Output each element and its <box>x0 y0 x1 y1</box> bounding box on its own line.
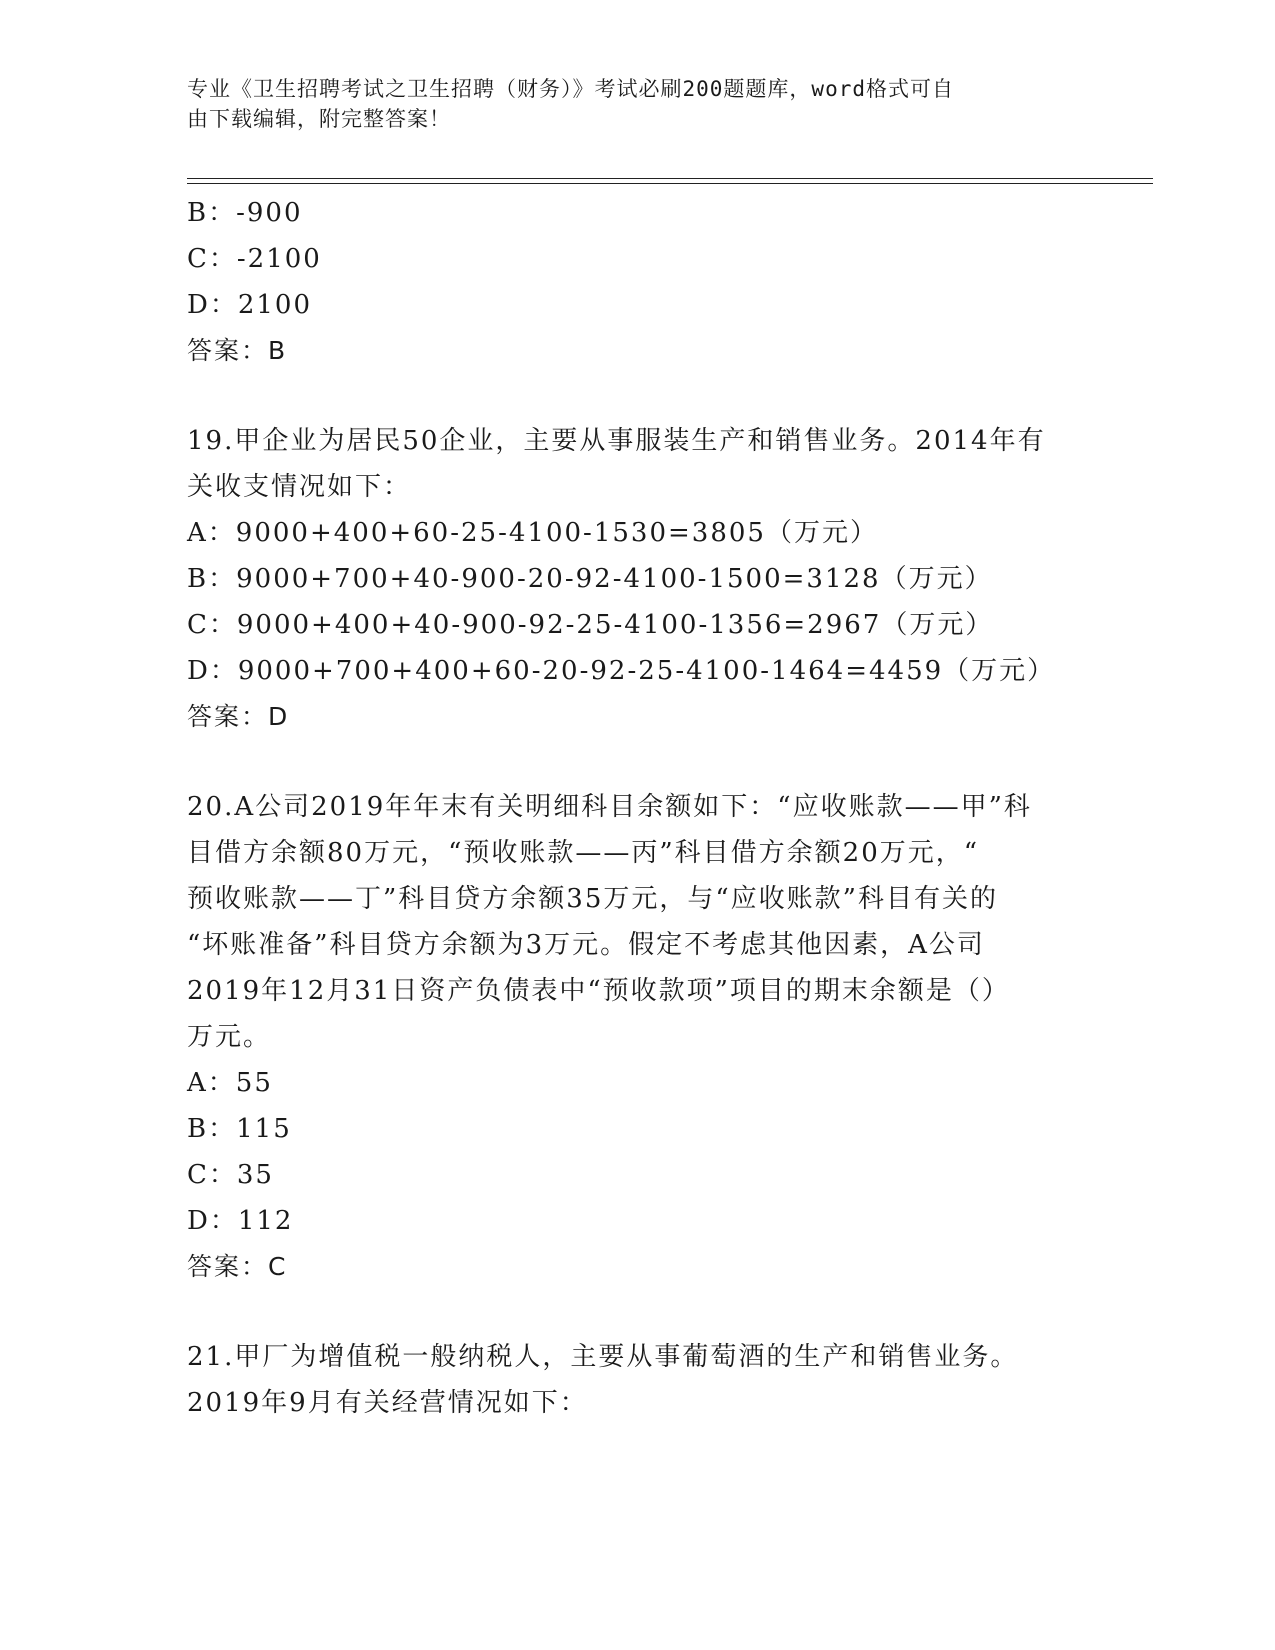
question-text-line: 21.甲厂为增值税一般纳税人，主要从事葡萄酒的生产和销售业务。 <box>187 1342 1019 1372</box>
question-text-line: 万元。 <box>187 1022 272 1052</box>
option-a: A：55 <box>187 1068 273 1098</box>
question-19 <box>187 418 1087 740</box>
header-line-1: 专业《卫生招聘考试之卫生招聘（财务）》考试必刷200题题库，word格式可自 <box>187 77 954 101</box>
document-header <box>187 74 1067 134</box>
question-text-line: 19.甲企业为居民50企业，主要从事服装生产和销售业务。2014年有 <box>187 426 1046 456</box>
option-a: A：9000+400+60-25-4100-1530=3805（万元） <box>187 518 878 548</box>
header-line-2: 由下载编辑，附完整答案！ <box>187 107 451 131</box>
option-d: D：9000+700+400+60-20-92-25-4100-1464=4459（万元） <box>187 656 1056 686</box>
option-c: C：-2100 <box>187 244 322 274</box>
question-text-line: 预收账款——丁”科目贷方余额35万元，与“应收账款”科目有关的 <box>187 884 998 914</box>
option-d: D：112 <box>187 1206 294 1236</box>
question-text-line: 关收支情况如下： <box>187 472 412 502</box>
carryover-question <box>187 190 1087 374</box>
option-b: B：9000+700+40-900-20-92-4100-1500=3128（万元） <box>187 564 993 594</box>
document-body <box>187 190 1087 1426</box>
option-b: B：-900 <box>187 198 303 228</box>
question-text-line: 目借方余额80万元，“预收账款——丙”科目借方余额20万元，“ <box>187 838 980 868</box>
header-divider-top <box>187 178 1153 179</box>
question-text-line: “坏账准备”科目贷方余额为3万元。假定不考虑其他因素，A公司 <box>187 930 985 960</box>
answer-line: 答案：C <box>187 1252 288 1281</box>
option-b: B：115 <box>187 1114 292 1144</box>
header-divider-bottom <box>187 183 1153 184</box>
answer-line: 答案：D <box>187 702 290 731</box>
question-20 <box>187 784 1087 1290</box>
question-21 <box>187 1334 1087 1426</box>
question-text-line: 2019年9月有关经营情况如下： <box>187 1388 588 1418</box>
option-c: C：9000+400+40-900-92-25-4100-1356=2967（万元） <box>187 610 994 640</box>
question-text-line: 20.A公司2019年年末有关明细科目余额如下：“应收账款——甲”科 <box>187 792 1032 822</box>
option-c: C：35 <box>187 1160 274 1190</box>
option-d: D：2100 <box>187 290 313 320</box>
answer-line: 答案：B <box>187 336 288 365</box>
question-text-line: 2019年12月31日资产负债表中“预收款项”项目的期末余额是（） <box>187 976 1010 1006</box>
